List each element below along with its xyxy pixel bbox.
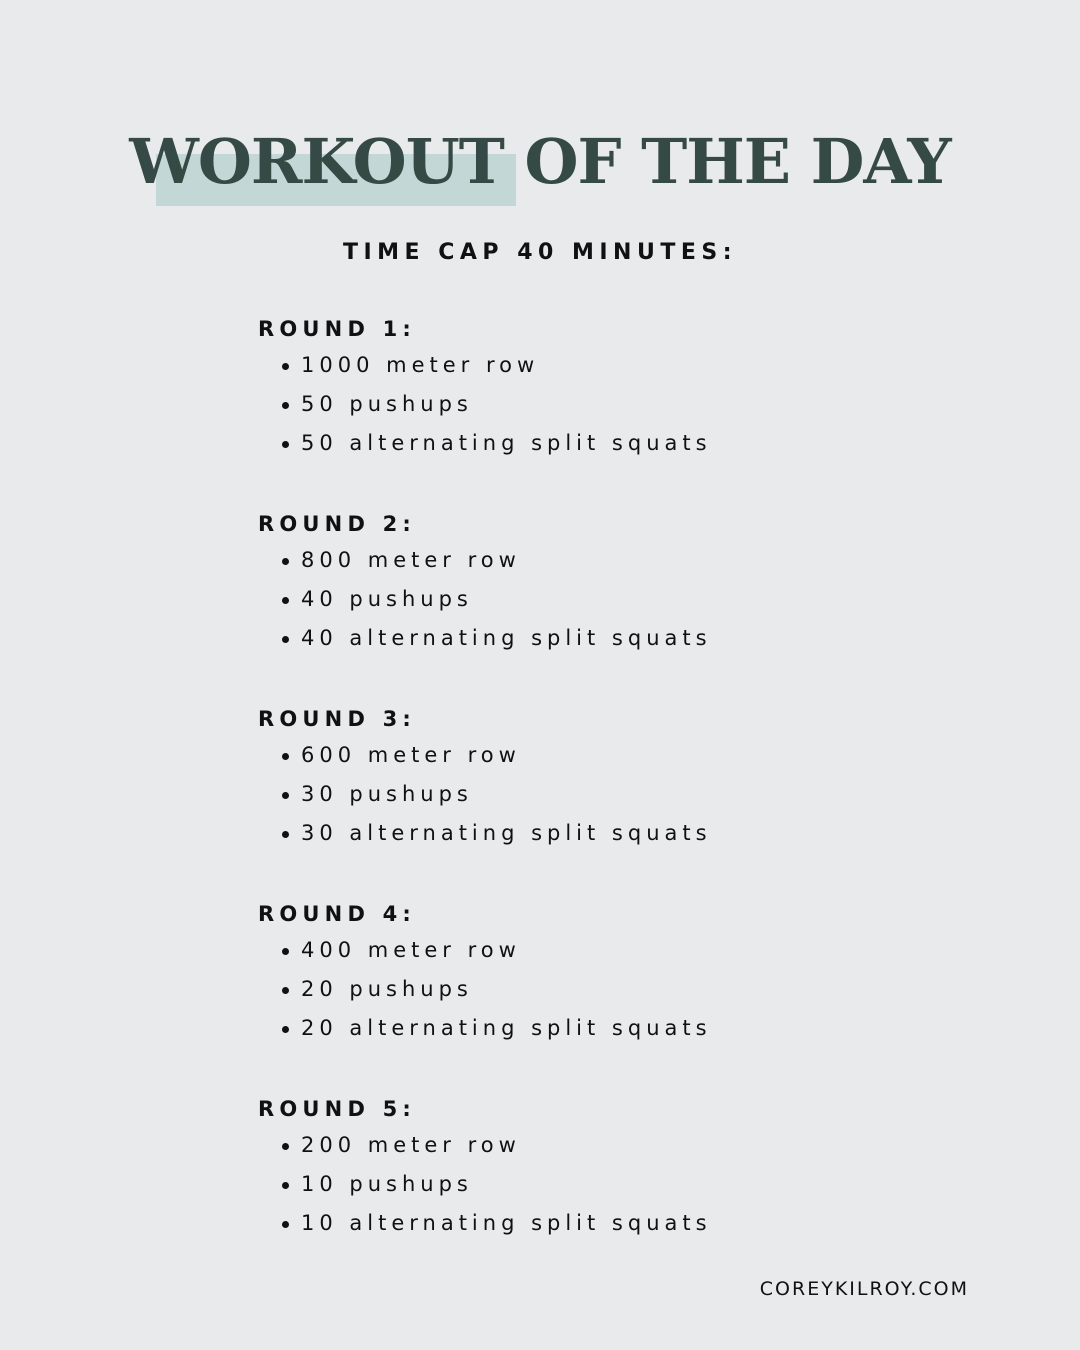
exercise-text: 800 meter row: [301, 548, 521, 572]
round-items: [258, 931, 958, 1048]
exercise-item: [258, 1165, 958, 1204]
exercise-text: 10 pushups: [301, 1172, 473, 1196]
round-items: [258, 1126, 958, 1243]
bullet-icon: [282, 792, 289, 799]
exercise-text: 40 alternating split squats: [301, 626, 712, 650]
round-block: [258, 702, 958, 897]
time-cap-heading: TIME CAP 40 MINUTES:: [342, 240, 738, 265]
exercise-text: 20 pushups: [301, 977, 473, 1001]
bullet-icon: [282, 1182, 289, 1189]
round-block: [258, 507, 958, 702]
exercise-item: [258, 1126, 958, 1165]
bullet-icon: [282, 987, 289, 994]
exercise-item: [258, 931, 958, 970]
exercise-item: [258, 619, 958, 658]
exercise-text: 400 meter row: [301, 938, 521, 962]
exercise-item: [258, 424, 958, 463]
bullet-icon: [282, 831, 289, 838]
title-block: [0, 122, 1080, 212]
exercise-item: [258, 346, 958, 385]
round-label: ROUND 2:: [258, 512, 417, 536]
bullet-icon: [282, 948, 289, 955]
page-title: WORKOUT OF THE DAY: [129, 125, 951, 198]
bullet-icon: [282, 636, 289, 643]
exercise-item: [258, 775, 958, 814]
website-credit: COREYKILROY.COM: [759, 1278, 969, 1300]
exercise-item: [258, 580, 958, 619]
rounds-list: [258, 312, 958, 1287]
bullet-icon: [282, 363, 289, 370]
exercise-item: [258, 385, 958, 424]
bullet-icon: [282, 441, 289, 448]
exercise-item: [258, 541, 958, 580]
round-items: [258, 346, 958, 463]
exercise-text: 50 pushups: [301, 392, 473, 416]
bullet-icon: [282, 558, 289, 565]
exercise-text: 20 alternating split squats: [301, 1016, 712, 1040]
round-label: ROUND 1:: [258, 317, 417, 341]
bullet-icon: [282, 597, 289, 604]
exercise-text: 200 meter row: [301, 1133, 521, 1157]
exercise-text: 30 pushups: [301, 782, 473, 806]
round-label: ROUND 5:: [258, 1097, 417, 1121]
round-label: ROUND 4:: [258, 902, 417, 926]
exercise-item: [258, 814, 958, 853]
round-block: [258, 897, 958, 1092]
exercise-text: 50 alternating split squats: [301, 431, 712, 455]
exercise-item: [258, 1009, 958, 1048]
exercise-text: 40 pushups: [301, 587, 473, 611]
exercise-item: [258, 1204, 958, 1243]
bullet-icon: [282, 1026, 289, 1033]
round-block: [258, 312, 958, 507]
exercise-item: [258, 736, 958, 775]
round-label: ROUND 3:: [258, 707, 417, 731]
round-block: [258, 1092, 958, 1287]
round-items: [258, 541, 958, 658]
bullet-icon: [282, 1143, 289, 1150]
bullet-icon: [282, 402, 289, 409]
exercise-text: 600 meter row: [301, 743, 521, 767]
exercise-text: 30 alternating split squats: [301, 821, 712, 845]
round-items: [258, 736, 958, 853]
bullet-icon: [282, 753, 289, 760]
exercise-item: [258, 970, 958, 1009]
bullet-icon: [282, 1221, 289, 1228]
exercise-text: 1000 meter row: [301, 353, 540, 377]
exercise-text: 10 alternating split squats: [301, 1211, 712, 1235]
